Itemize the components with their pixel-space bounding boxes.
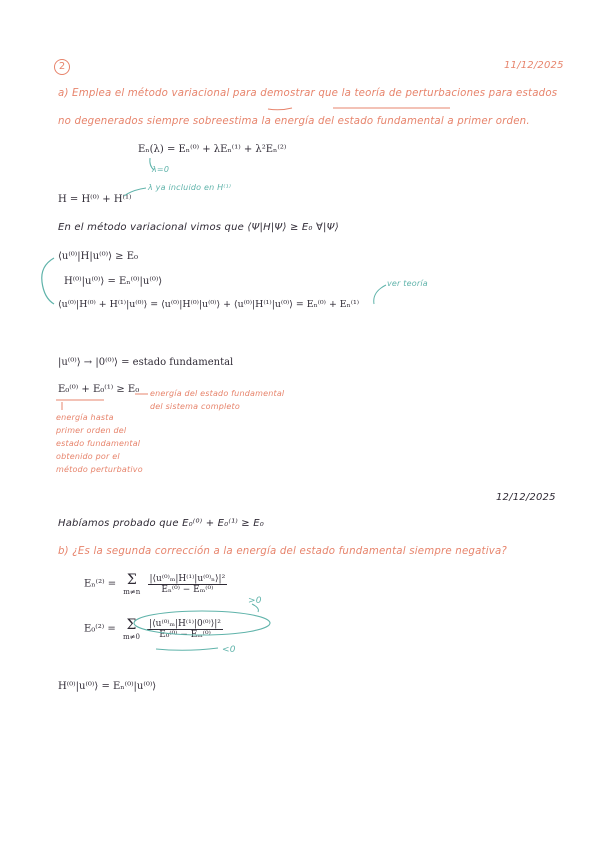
variational-method-text: En el método variacional vimos que ⟨Ψ|H|Ψ⟩ ≥ E₀ ∀|Ψ⟩	[58, 222, 339, 233]
second-order-0-lhs: E₀⁽²⁾ =	[84, 623, 116, 635]
part-a-statement-line-1: a) Emplea el método variacional para demostrar que la teoría de perturbaciones para estados	[58, 88, 558, 99]
second-order-n-numerator: |⟨u⁽⁰⁾ₘ|H⁽¹⁾|u⁽⁰⁾ₙ⟩|²	[149, 573, 226, 584]
lambda-included-note: λ ya incluido en H⁽¹⁾	[148, 183, 232, 192]
hamiltonian-equation: H = H⁽⁰⁾ + H⁽¹⁾	[58, 194, 132, 205]
second-order-n-denominator: Eₙ⁽⁰⁾ − Eₘ⁽⁰⁾	[161, 584, 214, 595]
sum-symbol: Σ	[126, 572, 137, 588]
last-eigen-equation: H⁽⁰⁾|u⁽⁰⁾⟩ = Eₙ⁽⁰⁾|u⁽⁰⁾⟩	[58, 681, 157, 692]
second-order-0-numerator: |⟨u⁽⁰⁾ₘ|H⁽¹⁾|0⁽⁰⁾⟩|²	[149, 618, 221, 629]
second-order-n-lhs: Eₙ⁽²⁾ =	[84, 578, 117, 590]
sum-index-m-neq-0: m≠0	[122, 633, 140, 641]
first-order-expectation-equation: ⟨u⁽⁰⁾|H⁽⁰⁾ + H⁽¹⁾|u⁽⁰⁾⟩ = ⟨u⁽⁰⁾|H⁽⁰⁾|u⁽⁰⁾⟩ + ⟨u⁽⁰⁾|H⁽¹⁾|u⁽⁰⁾⟩ = Eₙ⁽⁰⁾ + Eₙ⁽¹⁾	[58, 299, 360, 310]
part-a-statement-line-2: no degenerados siempre sobreestima la energía del estado fundamental a primer orden.	[58, 116, 530, 127]
first-order-inequality: E₀⁽⁰⁾ + E₀⁽¹⁾ ≥ E₀	[58, 384, 140, 395]
expectation-inequality: ⟨u⁽⁰⁾|H|u⁽⁰⁾⟩ ≥ E₀	[58, 251, 139, 262]
unperturbed-eigen-equation: H⁽⁰⁾|u⁽⁰⁾⟩ = Eₙ⁽⁰⁾|u⁽⁰⁾⟩	[64, 276, 163, 287]
date-header-2: 12/12/2025	[496, 492, 556, 503]
second-order-0-denominator: E₀⁽⁰⁾ − Eₘ⁽⁰⁾	[159, 629, 211, 640]
negative-annotation: <0	[222, 645, 236, 655]
energy-expansion-equation: Eₙ(λ) = Eₙ⁽⁰⁾ + λEₙ⁽¹⁾ + λ²Eₙ⁽²⁾	[138, 144, 287, 155]
exact-energy-label: energía del estado fundamental del sistema completo	[150, 389, 285, 411]
proved-inequality-text: Habíamos probado que E₀⁽⁰⁾ + E₀⁽¹⁾ ≥ E₀	[58, 518, 264, 529]
page-number-badge: 2	[54, 59, 70, 75]
first-order-energy-label: energía hasta primer orden del estado fundamental obtenido por el método perturbativo	[56, 413, 143, 474]
part-b-question: b) ¿Es la segunda corrección a la energía del estado fundamental siempre negativa?	[58, 546, 508, 557]
see-theory-note: ver teoría	[387, 279, 428, 288]
sum-index-m-neq-n: m≠n	[123, 588, 141, 596]
ground-state-definition: |u⁽⁰⁾⟩ → |0⁽⁰⁾⟩ = estado fundamental	[58, 357, 234, 368]
lambda-zero-note: λ=0	[152, 165, 170, 174]
sum-symbol: Σ	[126, 617, 137, 633]
positive-annotation: >0	[248, 596, 262, 606]
date-header-1: 11/12/2025	[504, 60, 564, 71]
